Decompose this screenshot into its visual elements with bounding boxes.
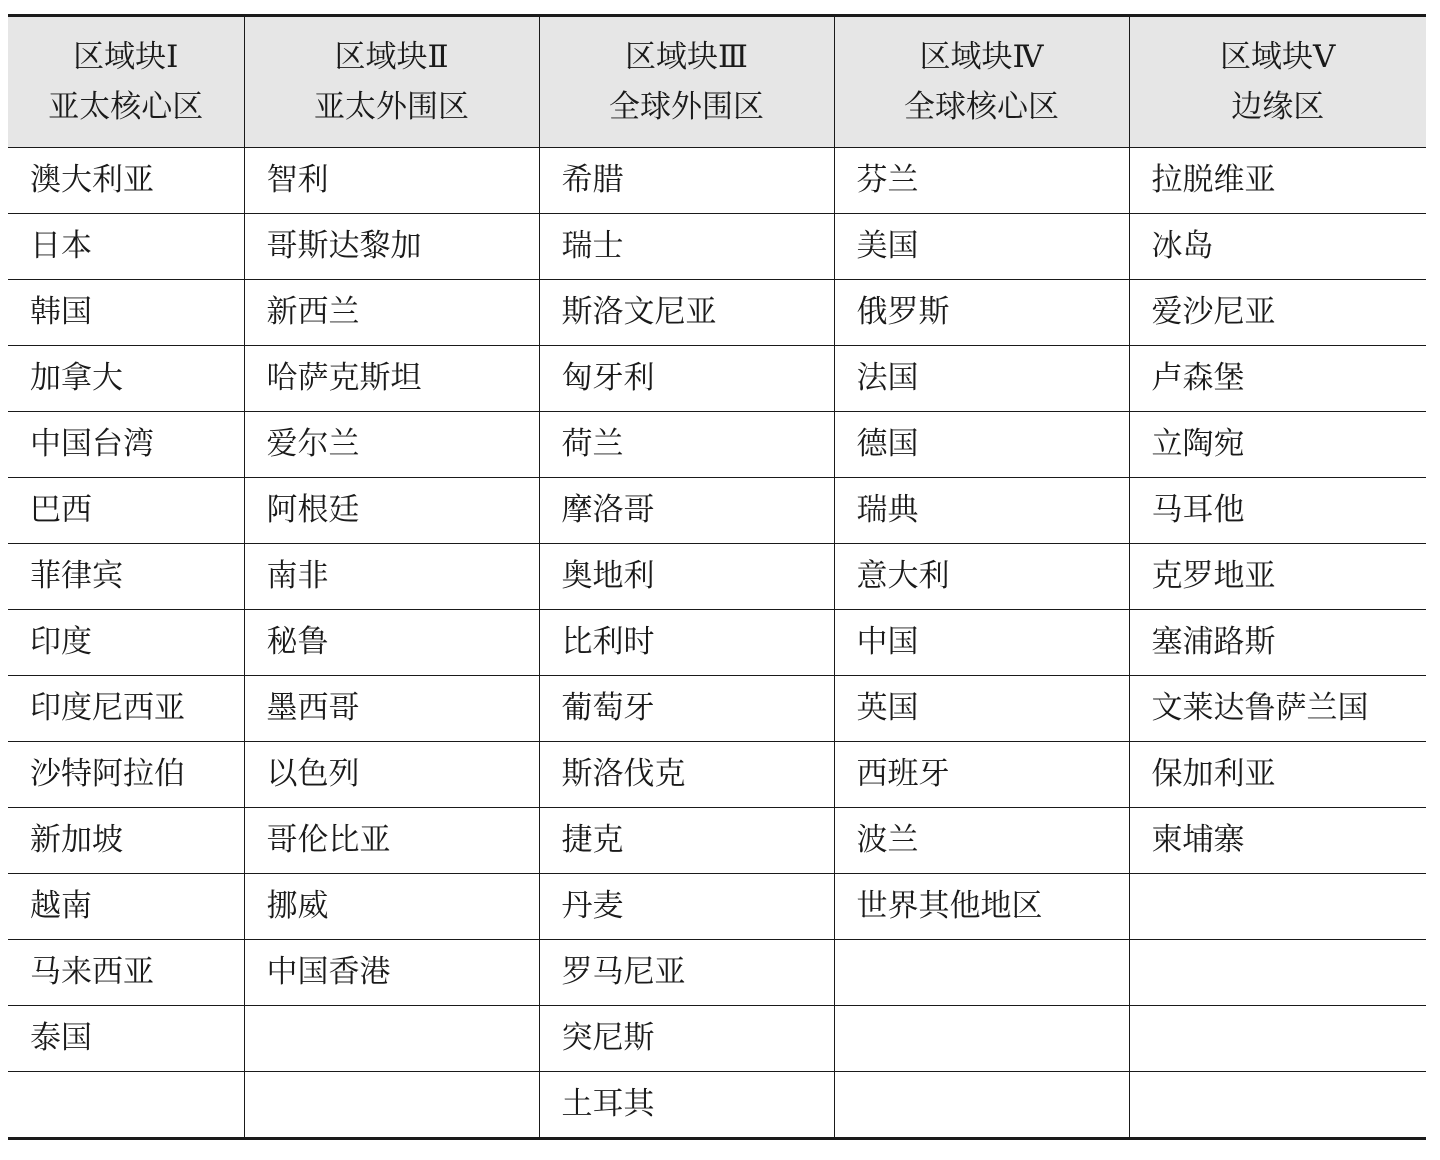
country-cell: 土耳其 xyxy=(539,1072,834,1139)
country-cell: 美国 xyxy=(834,214,1129,280)
country-cell: 南非 xyxy=(244,544,539,610)
country-cell: 柬埔寨 xyxy=(1129,808,1426,874)
country-cell: 法国 xyxy=(834,346,1129,412)
table-row xyxy=(8,214,1426,280)
country-cell xyxy=(1129,1006,1426,1072)
country-cell xyxy=(834,1072,1129,1139)
table-row xyxy=(8,148,1426,214)
table-row xyxy=(8,346,1426,412)
header-region-label: 全球外围区 xyxy=(609,89,764,125)
table-row xyxy=(8,874,1426,940)
country-cell: 斯洛文尼亚 xyxy=(539,280,834,346)
country-cell: 哥斯达黎加 xyxy=(244,214,539,280)
country-cell: 中国香港 xyxy=(244,940,539,1006)
table-row xyxy=(8,1072,1426,1139)
country-cell xyxy=(834,1006,1129,1072)
country-cell: 丹麦 xyxy=(539,874,834,940)
country-cell: 奥地利 xyxy=(539,544,834,610)
header-cell-block-1 xyxy=(8,16,244,148)
country-cell: 芬兰 xyxy=(834,148,1129,214)
country-cell: 俄罗斯 xyxy=(834,280,1129,346)
country-cell: 文莱达鲁萨兰国 xyxy=(1129,676,1426,742)
country-cell xyxy=(244,1006,539,1072)
country-cell: 捷克 xyxy=(539,808,834,874)
header-region-label: 全球核心区 xyxy=(904,89,1059,125)
country-cell: 澳大利亚 xyxy=(30,162,154,198)
header-row xyxy=(8,16,1426,148)
country-cell: 泰国 xyxy=(8,1006,244,1072)
country-cell: 沙特阿拉伯 xyxy=(8,742,244,808)
country-cell: 爱沙尼亚 xyxy=(1129,280,1426,346)
country-cell: 哥伦比亚 xyxy=(244,808,539,874)
table-row xyxy=(8,1006,1426,1072)
country-cell: 中国台湾 xyxy=(8,412,244,478)
country-cell: 葡萄牙 xyxy=(539,676,834,742)
country-cell: 印度尼西亚 xyxy=(8,676,244,742)
country-cell xyxy=(834,940,1129,1006)
country-cell: 瑞典 xyxy=(834,478,1129,544)
country-cell: 马耳他 xyxy=(1129,478,1426,544)
country-cell: 哈萨克斯坦 xyxy=(244,346,539,412)
country-cell: 越南 xyxy=(8,874,244,940)
country-cell: 希腊 xyxy=(539,148,834,214)
table-row xyxy=(8,412,1426,478)
country-cell: 新西兰 xyxy=(244,280,539,346)
country-cell: 匈牙利 xyxy=(539,346,834,412)
header-region-label: 亚太外围区 xyxy=(314,89,469,125)
country-cell: 爱尔兰 xyxy=(244,412,539,478)
table-row xyxy=(8,742,1426,808)
country-cell: 印度 xyxy=(8,610,244,676)
table-row xyxy=(8,940,1426,1006)
country-cell xyxy=(8,1072,244,1139)
table-row xyxy=(8,280,1426,346)
header-block-label: 区域块Ⅳ xyxy=(919,39,1044,75)
country-cell: 冰岛 xyxy=(1129,214,1426,280)
header-block-label: 区域块Ⅲ xyxy=(625,39,748,75)
country-cell: 罗马尼亚 xyxy=(539,940,834,1006)
country-cell: 菲律宾 xyxy=(8,544,244,610)
country-cell: 波兰 xyxy=(834,808,1129,874)
country-cell: 墨西哥 xyxy=(244,676,539,742)
country-cell: 斯洛伐克 xyxy=(539,742,834,808)
country-cell: 世界其他地区 xyxy=(834,874,1129,940)
table-row xyxy=(8,478,1426,544)
country-cell: 西班牙 xyxy=(834,742,1129,808)
country-cell: 克罗地亚 xyxy=(1129,544,1426,610)
header-cell-block-4 xyxy=(834,16,1129,148)
country-cell: 拉脱维亚 xyxy=(1129,148,1426,214)
country-cell: 新加坡 xyxy=(8,808,244,874)
table-row xyxy=(8,676,1426,742)
country-cell: 挪威 xyxy=(244,874,539,940)
country-cell: 意大利 xyxy=(834,544,1129,610)
country-cell: 以色列 xyxy=(244,742,539,808)
header-cell-block-2 xyxy=(244,16,539,148)
country-cell xyxy=(1129,1072,1426,1139)
country-cell: 塞浦路斯 xyxy=(1129,610,1426,676)
header-block-label: 区域块Ⅰ xyxy=(73,39,179,75)
country-cell: 阿根廷 xyxy=(244,478,539,544)
country-cell: 英国 xyxy=(834,676,1129,742)
country-cell: 卢森堡 xyxy=(1129,346,1426,412)
country-cell: 德国 xyxy=(834,412,1129,478)
header-region-label: 亚太核心区 xyxy=(48,89,204,125)
country-cell: 瑞士 xyxy=(539,214,834,280)
country-cell: 保加利亚 xyxy=(1129,742,1426,808)
table-header xyxy=(8,16,1426,148)
table-row xyxy=(8,544,1426,610)
country-cell: 立陶宛 xyxy=(1129,412,1426,478)
country-cell: 日本 xyxy=(8,214,244,280)
header-region-label: 边缘区 xyxy=(1231,89,1325,125)
country-cell: 秘鲁 xyxy=(244,610,539,676)
header-cell-block-3 xyxy=(539,16,834,148)
country-cell: 中国 xyxy=(834,610,1129,676)
country-cell: 智利 xyxy=(244,148,539,214)
country-cell: 韩国 xyxy=(8,280,244,346)
table-row xyxy=(8,610,1426,676)
table-body xyxy=(8,148,1426,1139)
header-cell-block-5 xyxy=(1129,16,1426,148)
table-row xyxy=(8,808,1426,874)
country-cell: 巴西 xyxy=(8,478,244,544)
region-block-table xyxy=(8,14,1426,1140)
header-block-label: 区域块Ⅱ xyxy=(334,39,449,75)
country-cell: 加拿大 xyxy=(8,346,244,412)
country-cell: 比利时 xyxy=(539,610,834,676)
country-cell: 摩洛哥 xyxy=(539,478,834,544)
country-cell: 马来西亚 xyxy=(8,940,244,1006)
country-cell xyxy=(1129,874,1426,940)
country-cell: 突尼斯 xyxy=(539,1006,834,1072)
country-cell: 荷兰 xyxy=(539,412,834,478)
country-cell xyxy=(244,1072,539,1139)
country-cell xyxy=(1129,940,1426,1006)
header-block-label: 区域块Ⅴ xyxy=(1220,39,1336,75)
